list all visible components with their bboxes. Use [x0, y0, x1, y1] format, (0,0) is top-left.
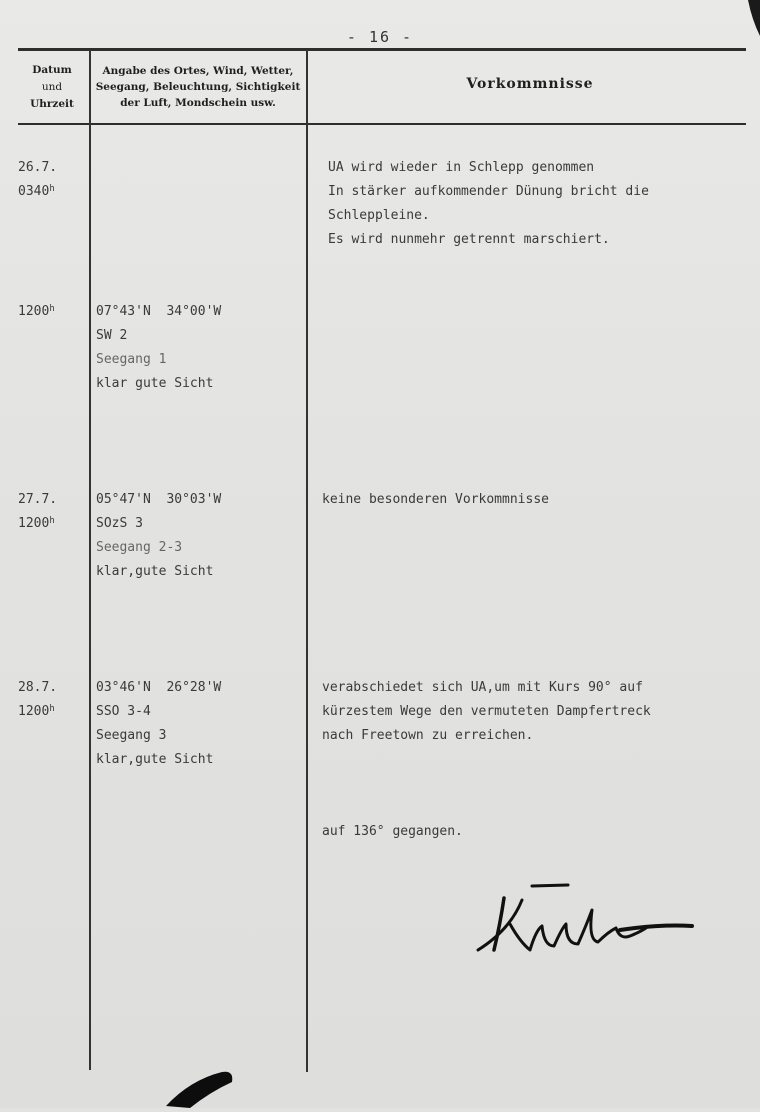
entry-4-position: 03°46'N 26°28'W: [96, 680, 222, 695]
header-time-word: Uhrzeit: [30, 98, 74, 110]
entry-2-time-sup: h: [49, 304, 55, 314]
entry-4-event-2: kürzestem Wege den vermuteten Dampfertreck: [322, 704, 651, 719]
column-divider-2: [306, 50, 308, 1072]
entry-1-time: [18, 180, 55, 204]
handwritten-signature: [470, 880, 710, 970]
entry-1-event-4: Es wird nunmehr getrennt marschiert.: [328, 232, 610, 247]
entry-2-position: 07°43'N 34°00'W: [96, 304, 222, 319]
entry-4-date: 28.7.: [18, 680, 58, 695]
entry-4-event-1: verabschiedet sich UA,um mit Kurs 90° auf: [322, 680, 643, 695]
entry-1-event-1: UA wird wieder in Schlepp genommen: [328, 160, 595, 175]
entry-1-date: 26.7.: [18, 160, 58, 175]
header-events: Vorkommnisse: [466, 76, 594, 92]
entry-2-time: [18, 300, 55, 324]
entry-2-wind: SW 2: [96, 328, 128, 343]
page-corner-shadow: [738, 0, 760, 40]
entry-3-time-value: 1200: [18, 516, 50, 531]
entry-4-extra-event: auf 136° gegangen.: [322, 824, 463, 839]
entry-4-time: [18, 700, 55, 724]
entry-1-time-value: 0340: [18, 184, 50, 199]
page-number: - 16 -: [346, 28, 414, 46]
entry-4-time-sup: h: [49, 704, 55, 714]
entry-3-time-sup: h: [49, 516, 55, 526]
entry-2-time-value: 1200: [18, 304, 50, 319]
pen-shadow: [160, 1060, 250, 1108]
header-und-word: und: [41, 81, 63, 93]
header-date-word: Datum: [32, 64, 72, 76]
entry-1-time-sup: h: [49, 184, 55, 194]
entry-3-position: 05°47'N 30°03'W: [96, 492, 222, 507]
column-divider-1: [89, 50, 91, 1070]
entry-4-event-3: nach Freetown zu erreichen.: [322, 728, 534, 743]
header-location-weather: Angabe des Ortes, Wind, Wetter, Seegang, Beleuchtung, Sichtigkeit der Luft, Mondschein usw.: [95, 65, 301, 109]
entry-2-visibility: klar gute Sicht: [96, 376, 214, 391]
entry-3-event-1: keine besonderen Vorkommnisse: [322, 492, 549, 507]
entry-3-time: [18, 512, 55, 536]
entry-2-sea: Seegang 1: [96, 352, 167, 367]
entry-4-visibility: klar,gute Sicht: [96, 752, 214, 767]
entry-4-time-value: 1200: [18, 704, 50, 719]
header-bottom-rule: [18, 123, 746, 125]
entry-1-event-3: Schleppleine.: [328, 208, 430, 223]
entry-3-sea: Seegang 2-3: [96, 540, 183, 555]
entry-3-wind: SOzS 3: [96, 516, 143, 531]
entry-1-event-2: In stärker aufkommender Dünung bricht die: [328, 184, 649, 199]
entry-4-wind: SSO 3-4: [96, 704, 151, 719]
header-date-time: [20, 62, 84, 113]
entry-3-date: 27.7.: [18, 492, 58, 507]
entry-3-visibility: klar,gute Sicht: [96, 564, 214, 579]
entry-4-sea: Seegang 3: [96, 728, 167, 743]
table-top-rule: [18, 48, 746, 51]
